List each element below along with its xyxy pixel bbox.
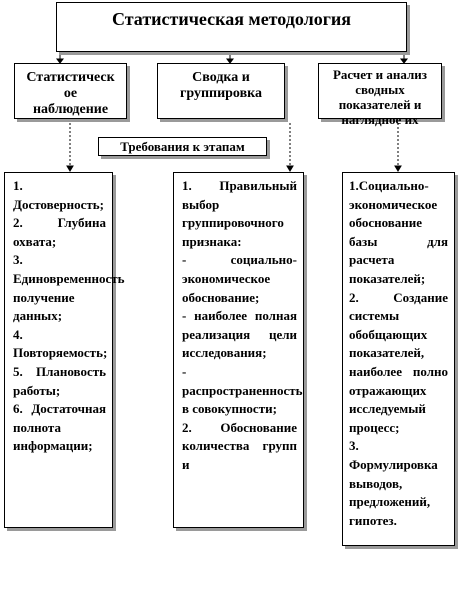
- list-item: 1.Социально-экономическое обоснование базы для расчета показателей;: [349, 178, 448, 286]
- list-item: - наиболее полная реализация цели исследования;: [182, 308, 297, 361]
- observation-requirements-list: [4, 172, 125, 528]
- list-item: 6. Достаточная полнота информации;: [13, 401, 106, 454]
- grouping-requirements-list: [173, 172, 304, 528]
- list-item: 3. Единовременность получение данных;: [13, 252, 125, 324]
- list-item: 4. Повторяемость;: [13, 326, 108, 361]
- analysis-requirements-list: [342, 172, 455, 546]
- stage-observation: Статистическ ое наблюдение: [14, 63, 127, 119]
- stage-grouping: Сводка и группировка: [157, 63, 285, 119]
- list-item: 1. Правильный выбор группировочного признака:: [182, 178, 297, 249]
- arrowhead-list-2: [287, 166, 293, 171]
- list-item: - распространенность в совокупности;: [182, 363, 303, 417]
- list-item: 2. Обоснование количества групп и: [182, 419, 297, 472]
- arrowhead-list-1: [67, 166, 73, 171]
- requirements-label: Требования к этапам: [98, 137, 267, 156]
- list-item: 5. Плановость работы;: [13, 363, 106, 398]
- list-item: 1. Достоверность;: [13, 178, 104, 212]
- list-item: 3. Формулировка выводов, предложений, гипотез.: [349, 438, 438, 528]
- methodology-title: Статистическая методология: [56, 2, 407, 52]
- stage-analysis: Расчет и анализ сводных показателей и наглядное их: [318, 63, 442, 119]
- list-item: 2. Глубина охвата;: [13, 215, 106, 249]
- list-item: 2. Создание системы обобщающих показателей, наиболее полно отражающих исследуемый процесс;: [349, 289, 448, 435]
- list-item: - социально-экономическое обоснование;: [182, 252, 297, 305]
- arrowhead-list-3: [395, 166, 401, 171]
